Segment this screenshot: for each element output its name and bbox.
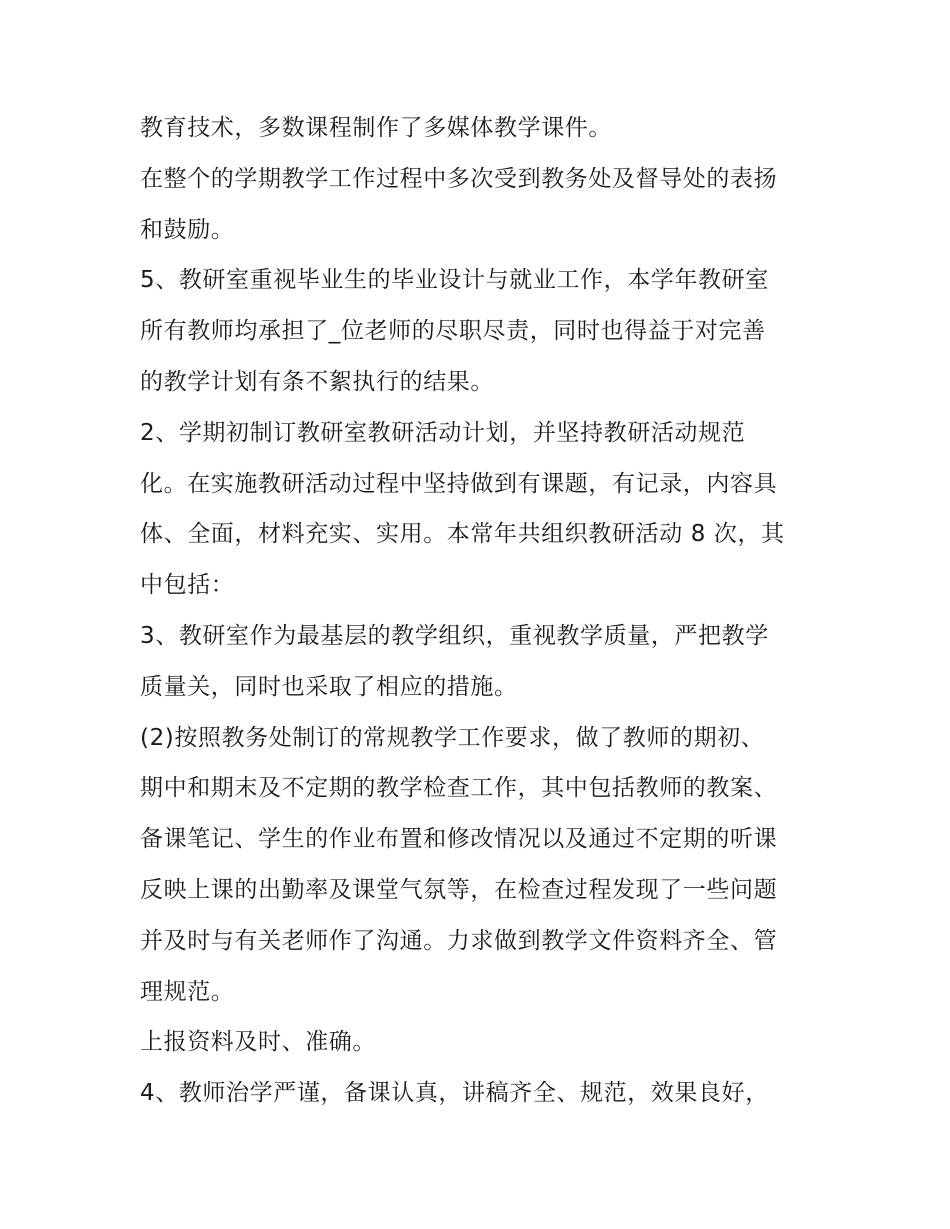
text-line: 2、学期初制订教研室教研活动计划，并坚持教研活动规范 xyxy=(140,419,746,446)
text-line: 体、全面，材料充实、实用。本常年共组织教研活动 8 次，其 xyxy=(140,521,785,548)
text-line: 期中和期末及不定期的教学检查工作，其中包括教师的教案、 xyxy=(140,775,778,802)
text-line: 化。在实施教研活动过程中坚持做到有课题，有记录，内容具 xyxy=(140,470,778,497)
text-line: 和鼓励。 xyxy=(140,216,235,243)
text-line: (2)按照教务处制订的常规教学工作要求，做了教师的期初、 xyxy=(140,724,765,751)
text-line: 4、教师治学严谨，备课认真，讲稿齐全、规范，效果良好， xyxy=(140,1080,769,1107)
text-line: 并及时与有关老师作了沟通。力求做到教学文件资料齐全、管 xyxy=(140,927,778,954)
text-line: 教育技术，多数课程制作了多媒体教学课件。 xyxy=(140,115,612,141)
text-line: 在整个的学期教学工作过程中多次受到教务处及督导处的表扬 xyxy=(140,165,778,192)
text-line: 上报资料及时、准确。 xyxy=(140,1029,376,1056)
text-line: 的教学计划有条不絮执行的结果。 xyxy=(140,368,494,395)
text-line: 备课笔记、学生的作业布置和修改情况以及通过不定期的听课 xyxy=(140,826,778,853)
text-line: 5、教研室重视毕业生的毕业设计与就业工作，本学年教研室 xyxy=(140,267,769,294)
text-line: 反映上课的出勤率及课堂气氛等，在检查过程发现了一些问题 xyxy=(140,876,778,903)
text-line: 3、教研室作为最基层的教学组织，重视教学质量，严把教学 xyxy=(140,622,769,649)
text-line: 所有教师均承担了_位老师的尽职尽责，同时也得益于对完善 xyxy=(140,318,766,345)
text-line: 中包括： xyxy=(140,572,235,599)
text-line: 质量关，同时也采取了相应的措施。 xyxy=(140,673,518,700)
text-line: 理规范。 xyxy=(140,978,235,1005)
document-body xyxy=(140,103,820,1119)
